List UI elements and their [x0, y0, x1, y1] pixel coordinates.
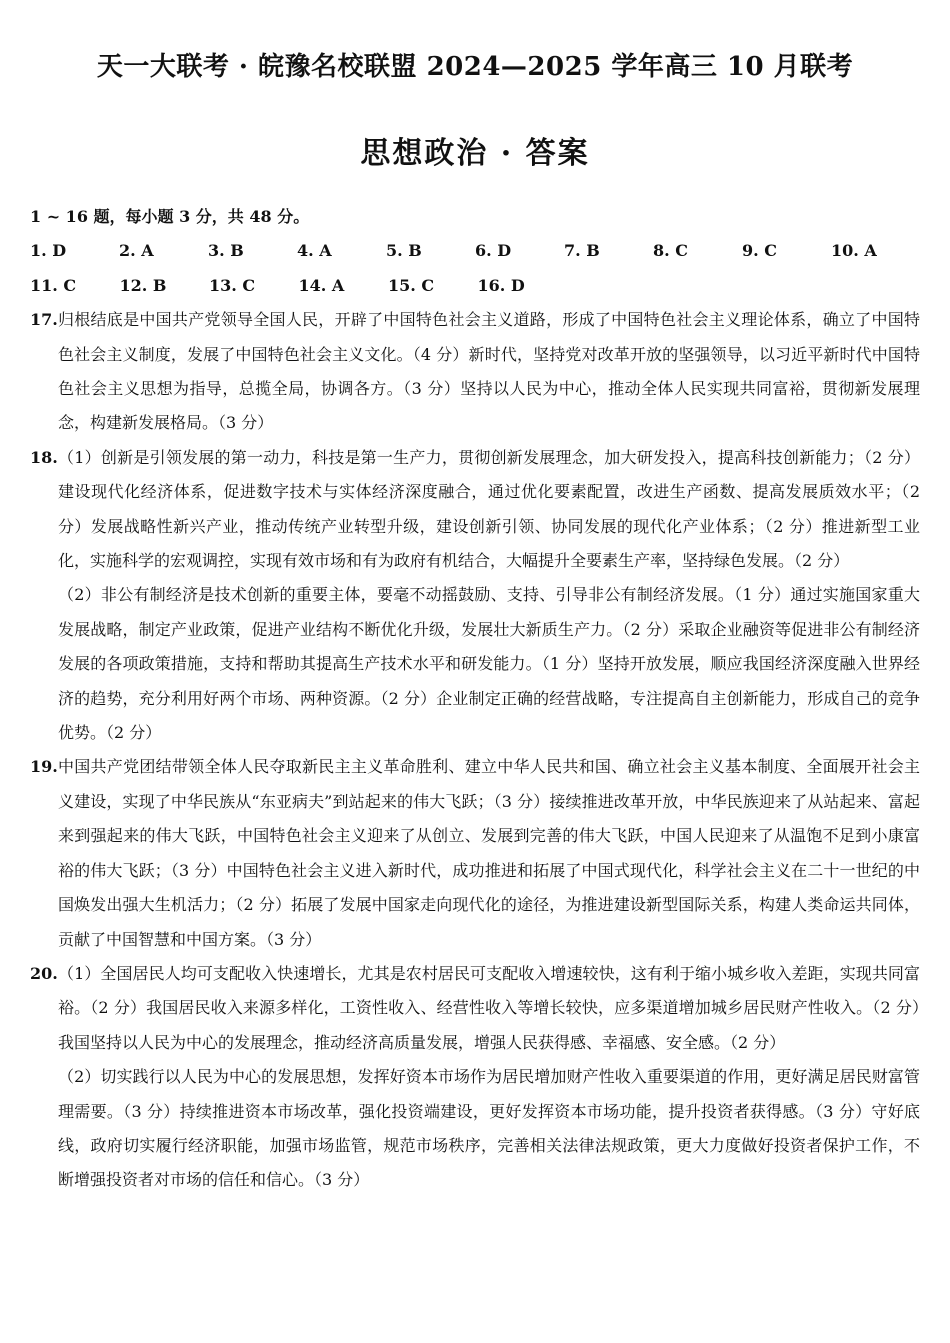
- objective-answers-row-1: [30, 234, 920, 268]
- answer-paragraph: （1）全国居民人均可支配收入快速增长，尤其是农村居民可支配收入增速较快，这有利于缩小城乡收入差距，实现共同富裕。（2 分）我国居民收入来源多样化，工资性收入、经营性收入等增长较快，应多渠道增加城乡居民财产性收入。（2 分）我国坚持以人民为中心的发展理念，推动经济高质量发展，增强人民获得感、幸福感、安全感。（2 分）: [58, 963, 920, 1052]
- answer-item: 14. A: [298, 275, 345, 295]
- objective-note: 1 ~ 16 题，每小题 3 分，共 48 分。: [30, 207, 310, 226]
- question-body: [58, 750, 920, 956]
- question-20: [30, 957, 920, 1198]
- document-title: 天一大联考 · 皖豫名校联盟 2024—2025 学年高三 10 月联考: [96, 52, 854, 82]
- answer-item: 4. A: [297, 241, 332, 261]
- question-19: [30, 750, 920, 956]
- answer-item: 7. B: [564, 241, 600, 261]
- question-number: 19.: [30, 757, 58, 777]
- answer-paragraph: 中国共产党团结带领全体人民夺取新民主主义革命胜利、建立中华人民共和国、确立社会主义基本制度、全面展开社会主义建设，实现了中华民族从“东亚病夫”到站起来的伟大飞跃；（3 分）接续推进改革开放，中华民族迎来了从站起来、富起来到强起来的伟大飞跃，中国特色社会主义迎来了从创立、发展到完善的伟大飞跃，中国人民迎来了从温饱不足到小康富裕的伟大飞跃；（3 分）中国特色社会主义进入新时代，成功推进和拓展了中国式现代化，科学社会主义在二十一世纪的中国焕发出强大生机活力；（2 分）拓展了发展中国家走向现代化的途径，为推进建设新型国际关系，构建人类命运共同体，贡献了中国智慧和中国方案。（3 分）: [58, 757, 920, 949]
- question-18: [30, 441, 920, 751]
- answer-item: 2. A: [119, 241, 154, 261]
- answer-item: 11. C: [30, 275, 77, 295]
- answer-item: 1. D: [30, 241, 67, 261]
- question-number: 20.: [30, 963, 58, 983]
- answer-item: 9. C: [742, 241, 778, 261]
- question-body: [58, 303, 920, 441]
- document-subtitle: 思想政治 · 答案: [360, 136, 590, 171]
- answer-paragraph: （1）创新是引领发展的第一动力，科技是第一生产力，贯彻创新发展理念，加大研发投入，提高科技创新能力；（2 分）建设现代化经济体系，促进数字技术与实体经济深度融合，通过优化要素配置，改进生产函数、提高发展质效水平；（2 分）发展战略性新兴产业，推动传统产业转型升级，建设创新引领、协同发展的现代化产业体系；（2 分）推进新型工业化，实施科学的宏观调控，实现有效市场和有为政府有机结合，大幅提升全要素生产率，坚持绿色发展。（2 分）: [58, 447, 920, 571]
- question-number: 18.: [30, 447, 58, 467]
- answer-item: 12. B: [119, 275, 167, 295]
- answer-paragraph: 归根结底是中国共产党领导全国人民，开辟了中国特色社会主义道路，形成了中国特色社会主义理论体系，确立了中国特色社会主义制度，发展了中国特色社会主义文化。（4 分）新时代，坚持党对改革开放的坚强领导，以习近平新时代中国特色社会主义思想为指导，总揽全局，协调各方。（3 分）坚持以人民为中心，推动全体人民实现共同富裕，贯彻新发展理念，构建新发展格局。（3 分）: [58, 310, 920, 433]
- question-number: 17.: [30, 310, 58, 330]
- answer-paragraph: （2）切实践行以人民为中心的发展思想，发挥好资本市场作为居民增加财产性收入重要渠道的作用，更好满足居民财富管理需要。（3 分）持续推进资本市场改革，强化投资端建设，更好发挥资本市场功能，提升投资者获得感。（3 分）守好底线，政府切实履行经济职能，加强市场监管，规范市场秩序，完善相关法律法规政策，更大力度做好投资者保护工作，不断增强投资者对市场的信任和信心。（3 分）: [58, 1067, 920, 1190]
- answer-item: 10. A: [831, 241, 877, 261]
- objective-answers-row-2: [30, 269, 920, 303]
- question-body: [58, 957, 920, 1198]
- answer-item: 5. B: [386, 241, 422, 261]
- answer-paragraph: （2）非公有制经济是技术创新的重要主体，要毫不动摇鼓励、支持、引导非公有制经济发展。（1 分）通过实施国家重大发展战略，制定产业政策，促进产业结构不断优化升级，发展壮大新质生产力。（2 分）采取企业融资等促进非公有制经济发展的各项政策措施，支持和帮助其提高生产技术水平和研发能力。（1 分）坚持开放发展，顺应我国经济深度融入世界经济的趋势，充分利用好两个市场、两种资源。（2 分）企业制定正确的经营战略，专注提高自主创新能力，形成自己的竞争优势。（2 分）: [58, 585, 920, 743]
- answer-content: [30, 200, 920, 1198]
- answer-item: 6. D: [475, 241, 512, 261]
- answer-item: 15. C: [388, 275, 435, 295]
- answer-item: 8. C: [653, 241, 689, 261]
- question-body: [58, 441, 920, 751]
- answer-item: 3. B: [208, 241, 244, 261]
- question-17: [30, 303, 920, 441]
- answer-item: 16. D: [477, 275, 525, 295]
- answer-item: 13. C: [209, 275, 256, 295]
